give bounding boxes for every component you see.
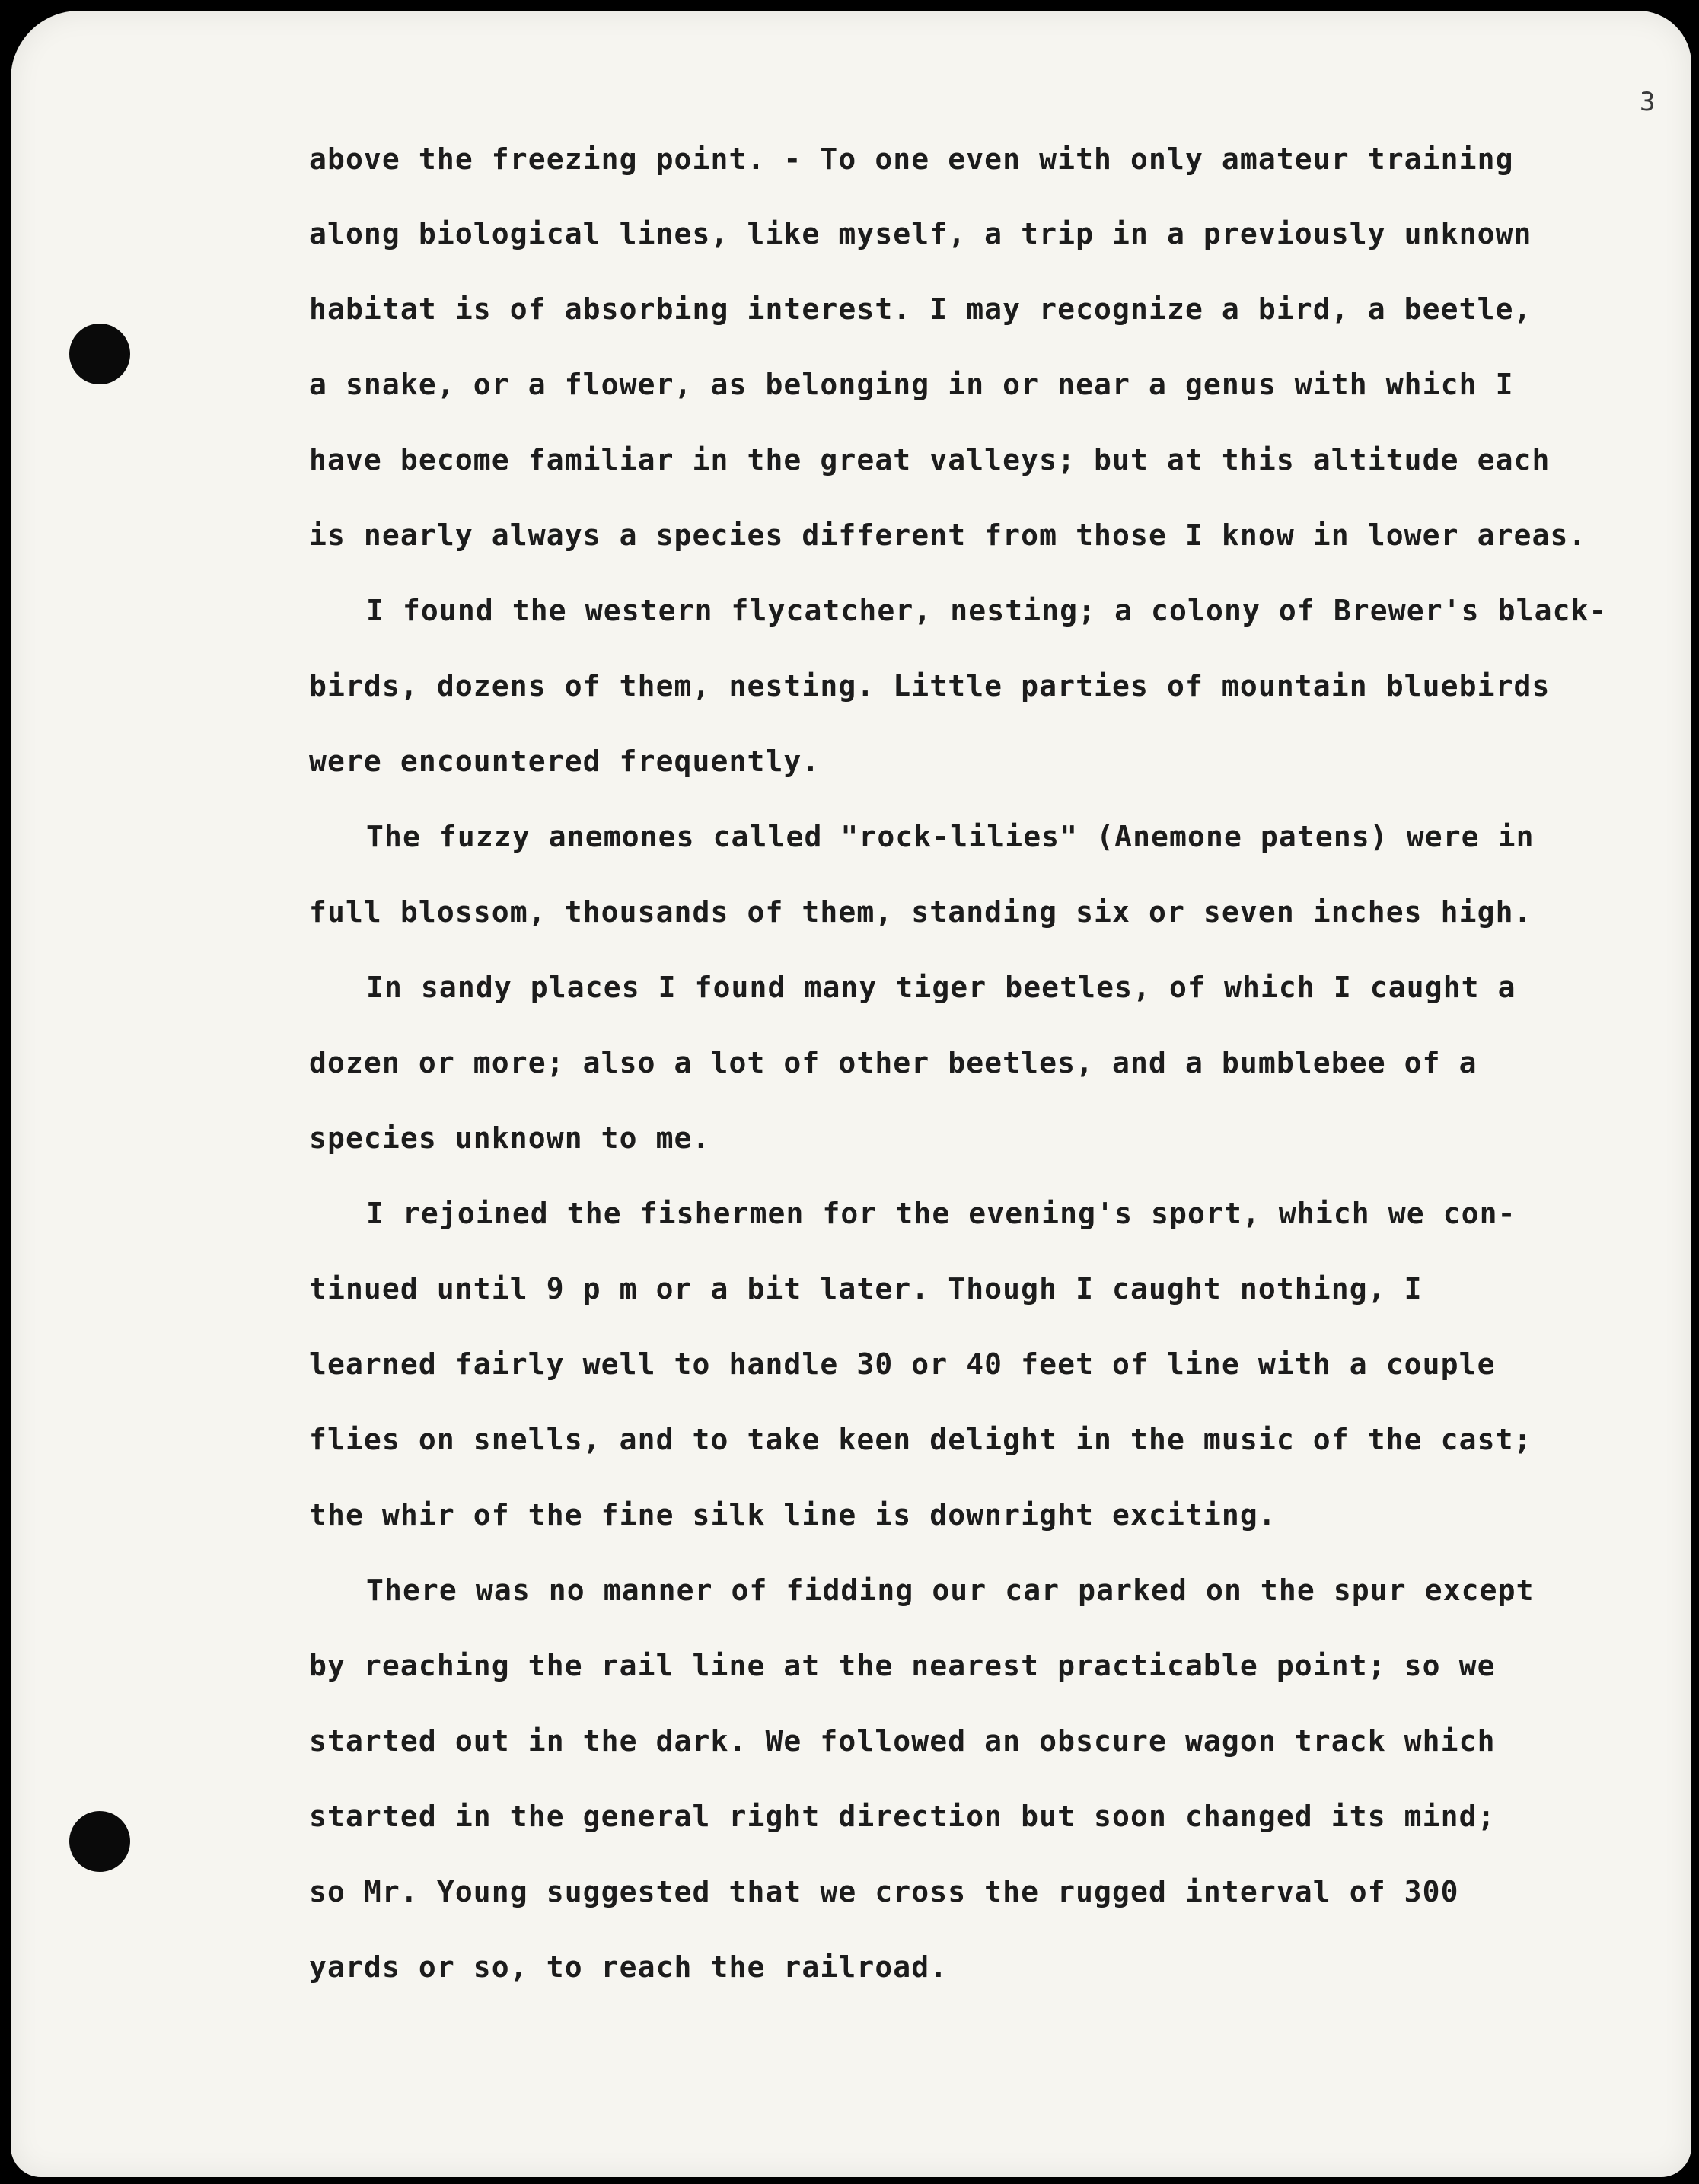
text-line: a snake, or a flower, as belonging in or near a genus with which I	[309, 368, 1514, 401]
text-line: learned fairly well to handle 30 or 40 feet of line with a couple	[309, 1347, 1496, 1381]
text-line: In sandy places I found many tiger beetles, of which I caught a	[366, 971, 1516, 1004]
text-line: I rejoined the fishermen for the evening's sport, which we con-	[366, 1197, 1516, 1230]
text-line: species unknown to me.	[309, 1121, 711, 1155]
text-line: so Mr. Young suggested that we cross the rugged interval of 300	[309, 1875, 1459, 1908]
text-line: I found the western flycatcher, nesting; a colony of Brewer's black-	[366, 594, 1608, 627]
text-line: have become familiar in the great valleys; but at this altitude each	[309, 443, 1551, 477]
text-line: started in the general right direction but soon changed its mind;	[309, 1800, 1496, 1833]
typewritten-page	[11, 11, 1691, 2177]
text-line: The fuzzy anemones called "rock-lilies" (Anemone patens) were in	[366, 820, 1535, 853]
text-line: started out in the dark. We followed an obscure wagon track which	[309, 1724, 1496, 1758]
text-line: yards or so, to reach the railroad.	[309, 1950, 948, 1984]
text-line: flies on snells, and to take keen delight in the music of the cast;	[309, 1423, 1532, 1456]
page-number: 3	[1640, 87, 1656, 117]
text-line: tinued until 9 p m or a bit later. Though I caught nothing, I	[309, 1272, 1423, 1306]
text-line: habitat is of absorbing interest. I may recognize a bird, a beetle,	[309, 292, 1532, 326]
text-line: above the freezing point. - To one even with only amateur training	[309, 142, 1514, 176]
punch-hole-bottom	[69, 1811, 130, 1872]
text-line: the whir of the fine silk line is downright exciting.	[309, 1498, 1277, 1532]
text-line: There was no manner of fidding our car parked on the spur except	[366, 1573, 1535, 1607]
text-line: by reaching the rail line at the nearest practicable point; so we	[309, 1649, 1496, 1682]
text-line: is nearly always a species different from those I know in lower areas.	[309, 518, 1587, 552]
text-line: birds, dozens of them, nesting. Little parties of mountain bluebirds	[309, 669, 1551, 703]
text-line: full blossom, thousands of them, standing six or seven inches high.	[309, 895, 1532, 929]
punch-hole-top	[69, 324, 130, 384]
text-line: along biological lines, like myself, a trip in a previously unknown	[309, 217, 1532, 250]
text-line: were encountered frequently.	[309, 744, 821, 778]
text-line: dozen or more; also a lot of other beetles, and a bumblebee of a	[309, 1046, 1477, 1079]
